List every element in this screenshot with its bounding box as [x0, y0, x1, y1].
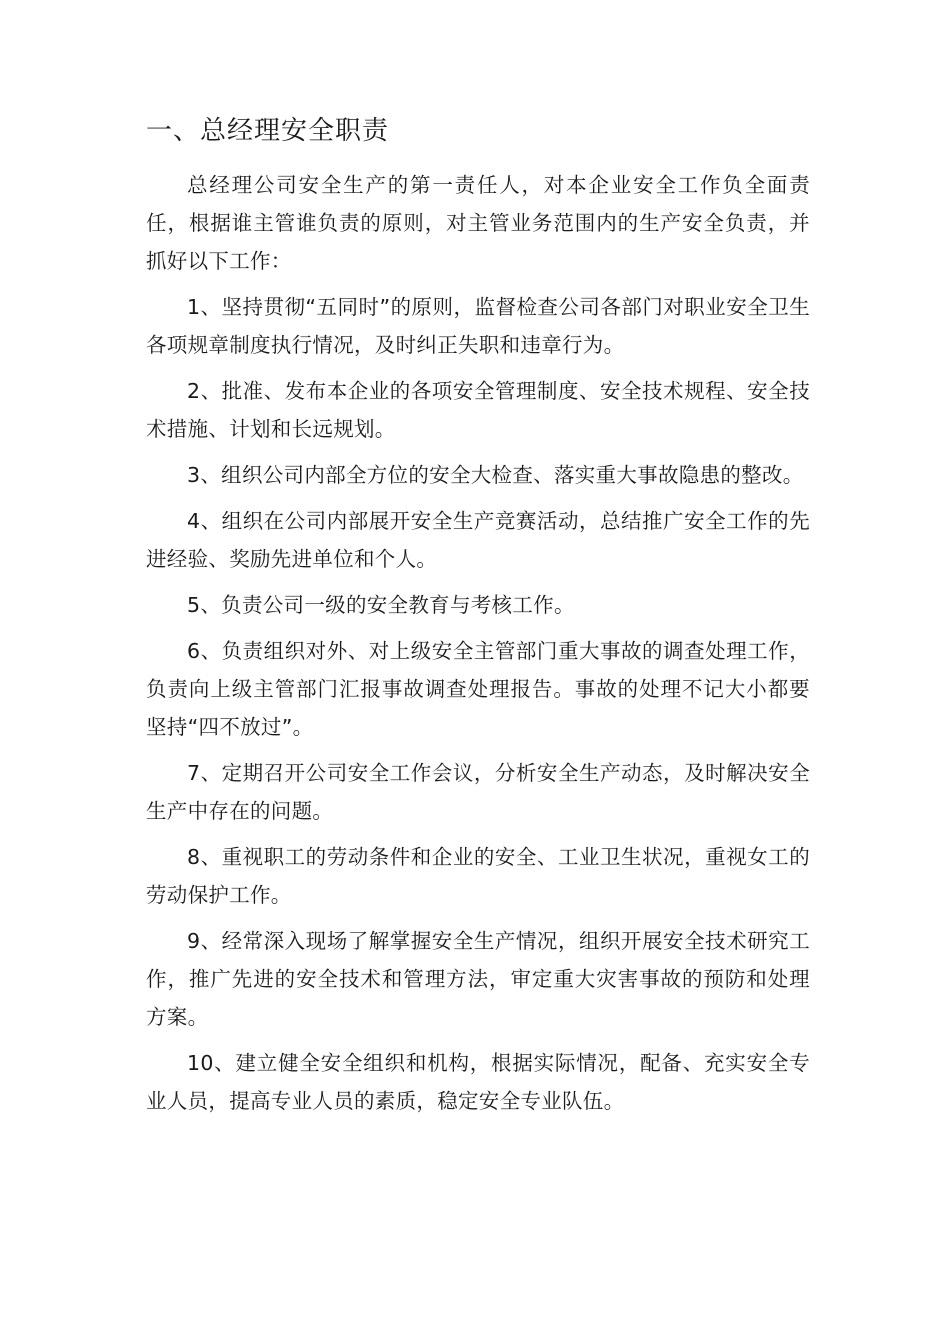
duty-item-3: 3、组织公司内部全方位的安全大检查、落实重大事故隐患的整改。 — [187, 463, 804, 487]
duty-item-6: 6、负责组织对外、对上级安全主管部门重大事故的调查处理工作，负责向上级主管部门汇报事故调查处理报告。事故的处理不记大小都要坚持“四不放过”。 — [146, 639, 810, 739]
duty-item-8: 8、重视职工的劳动条件和企业的安全、工业卫生状况，重视女工的劳动保护工作。 — [146, 845, 810, 907]
duty-item-5: 5、负责公司一级的安全教育与考核工作。 — [187, 593, 575, 617]
duty-item-2: 2、批准、发布本企业的各项安全管理制度、安全技术规程、安全技术措施、计划和长远规划。 — [146, 379, 810, 441]
duty-item-10: 10、建立健全安全组织和机构，根据实际情况，配备、充实安全专业人员，提高专业人员的素质，稳定安全专业队伍。 — [146, 1051, 810, 1113]
duty-item-9: 9、经常深入现场了解掌握安全生产情况，组织开展安全技术研究工作，推广先进的安全技术和管理方法，审定重大灾害事故的预防和处理方案。 — [146, 929, 810, 1029]
duty-item-4: 4、组织在公司内部展开安全生产竞赛活动，总结推广安全工作的先进经验、奖励先进单位和个人。 — [146, 509, 810, 571]
intro-paragraph: 总经理公司安全生产的第一责任人，对本企业安全工作负全面责任，根据谁主管谁负责的原则，对主管业务范围内的生产安全负责，并抓好以下工作： — [146, 173, 810, 273]
duty-item-7: 7、定期召开公司安全工作会议，分析安全生产动态，及时解决安全生产中存在的问题。 — [146, 761, 810, 823]
duty-item-1: 1、坚持贯彻“五同时”的原则，监督检查公司各部门对职业安全卫生各项规章制度执行情况，及时纠正失职和违章行为。 — [146, 295, 810, 357]
document-title: 一、总经理安全职责 — [146, 116, 390, 146]
document-body — [146, 108, 810, 1128]
